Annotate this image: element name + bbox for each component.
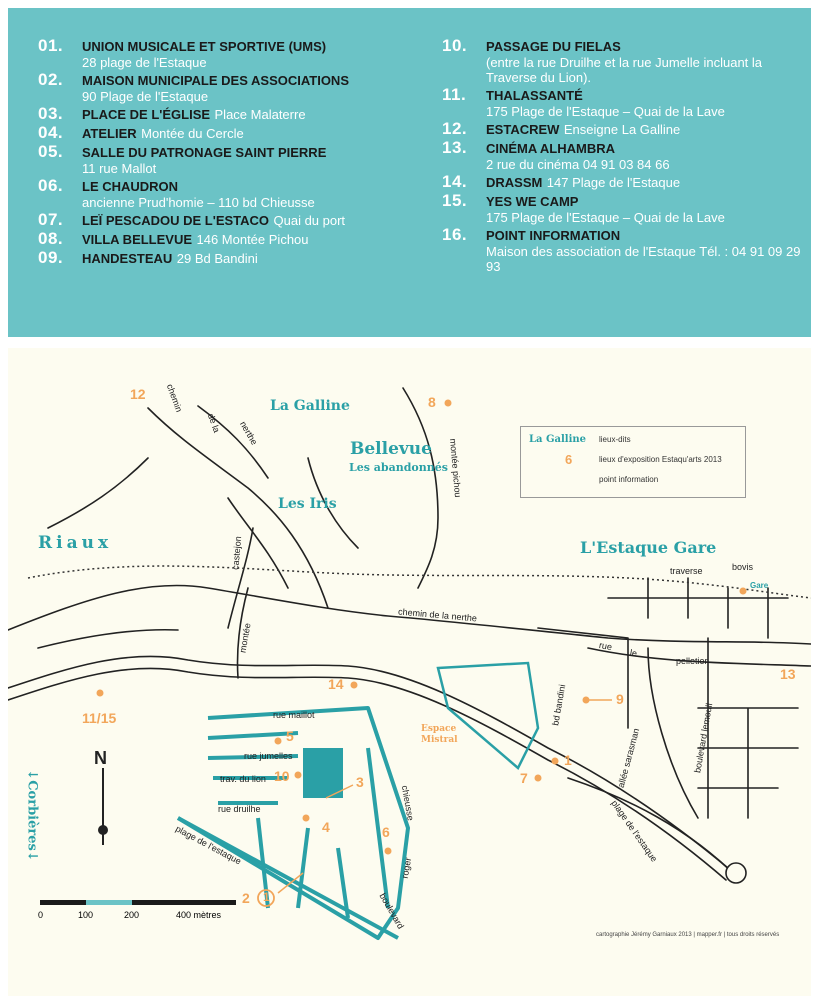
entry-heading [486, 38, 812, 55]
entry-number: 12. [442, 119, 468, 138]
marker-5: 5 [286, 728, 294, 744]
entry-number: 08. [38, 229, 64, 248]
street-plage-de-lestaque-east: plage de l'estaque [609, 798, 660, 864]
legend-panel [8, 8, 811, 337]
place-corbieres: ↓Corbières↓ [24, 769, 40, 862]
marker-14: 14 [328, 676, 344, 692]
entry-name: LEÏ PESCADOU DE L'ESTACO [82, 213, 270, 228]
place-les-iris: Les Iris [278, 496, 337, 512]
entry-number: 02. [38, 70, 64, 89]
entry-detail: Maison des association de l'Estaque Tél. : 04 91 09 29 93 [486, 244, 801, 274]
roundabout [726, 863, 746, 883]
street-trav-du-lion: trav. du lion [220, 774, 266, 784]
street-castejon: castejon [230, 535, 244, 571]
place-riaux: Riaux [38, 533, 113, 553]
legend-place-name: La Galline [529, 434, 587, 445]
entry-number: 06. [38, 176, 64, 195]
entry-number: 15. [442, 191, 468, 210]
marker-2: 2 [242, 890, 250, 906]
legend-place-desc: lieux-dits [599, 435, 631, 444]
entry-number: 04. [38, 123, 64, 142]
north-arrow-dot [98, 825, 108, 835]
legend-entry [38, 231, 438, 248]
entry-heading [486, 121, 812, 138]
entry-heading [82, 250, 438, 267]
entry-detail: 11 rue Mallot [82, 161, 157, 176]
entry-number: 09. [38, 248, 64, 267]
legend-entry [442, 227, 812, 274]
place-eglise [303, 748, 343, 798]
street-chemin: chemin [164, 382, 185, 414]
marker-dot-1 [552, 758, 559, 765]
scale-bar-seg-1 [40, 900, 86, 905]
scale-bar-seg-2 [86, 900, 132, 905]
entry-name: LE CHAUDRON [82, 179, 179, 194]
marker-dot-gare [740, 588, 747, 595]
street-bd-bandini: bd bandini [550, 683, 568, 727]
street-boulevard: boulevard [377, 891, 406, 931]
road-plage-est [568, 778, 738, 878]
street-montee-pichou: montée pichou [447, 438, 464, 498]
marker-dot-10 [295, 772, 302, 779]
entry-detail: 175 Plage de l'Estaque – Quai de la Lave [486, 210, 725, 225]
entry-detail: (entre la rue Druilhe et la rue Jumelle incluant la Traverse du Lion). [486, 55, 763, 85]
street-traverse: traverse [670, 566, 703, 576]
road-east-grid-2 [698, 708, 798, 818]
entry-address: 29 Bd Bandini [176, 251, 258, 266]
marker-16-info: 1 [263, 890, 270, 904]
map-legend [520, 426, 746, 498]
legend-entry [442, 121, 812, 138]
scale-label-0: 0 [38, 910, 44, 920]
street-boulevard-lemoull: boulevard lemoull [692, 702, 715, 774]
entry-name: YES WE CAMP [486, 194, 579, 209]
marker-3: 3 [356, 774, 364, 790]
place-mistral: Mistral [421, 735, 458, 745]
entry-number: 01. [38, 36, 64, 55]
marker-12: 12 [130, 386, 146, 402]
entry-name: VILLA BELLEVUE [82, 232, 193, 247]
legend-marker-desc: lieux d'exposition Estaqu'arts 2013 [599, 455, 722, 464]
entry-heading [82, 178, 438, 195]
entry-number: 13. [442, 138, 468, 157]
entry-address: Quai du port [273, 213, 346, 228]
marker-dot-4 [303, 815, 310, 822]
legend-entry [442, 140, 812, 172]
place-estaque-gare: L'Estaque Gare [580, 538, 717, 557]
scale-label-100: 100 [78, 910, 94, 920]
entry-detail: 90 Plage de l'Estaque [82, 89, 209, 104]
entry-detail: 2 rue du cinéma 04 91 03 84 66 [486, 157, 670, 172]
entry-name: PLACE DE L'ÉGLISE [82, 107, 211, 122]
marker-dot-11-15 [97, 690, 104, 697]
legend-entry [442, 193, 812, 225]
marker-10: 10 [274, 768, 290, 784]
street-rue-druilhe: rue druilhe [218, 804, 261, 814]
street-plage-de-lestaque-west: plage de l'estaque [173, 823, 243, 867]
marker-11-15: 11/15 [82, 710, 117, 726]
street-rue-maillot: rue maillot [273, 710, 315, 720]
entry-heading [82, 144, 438, 161]
road-sarasman [648, 648, 698, 818]
marker-dot-7 [535, 775, 542, 782]
marker-dot-14 [351, 682, 358, 689]
scale-label-200: 200 [124, 910, 140, 920]
entry-number: 14. [442, 172, 468, 191]
place-les-abandonnes: Les abandonnés [349, 461, 448, 474]
marker-9: 9 [616, 691, 624, 707]
entry-address: 146 Montée Pichou [196, 232, 309, 247]
place-la-galline: La Galline [270, 398, 350, 414]
road-west-1 [38, 630, 178, 648]
marker-8: 8 [428, 394, 436, 410]
entry-heading [82, 125, 438, 142]
legend-entry [38, 72, 438, 104]
north-label: N [94, 748, 107, 768]
map-credit: cartographie Jérémy Garniaux 2013 | mapper.fr | tous droits réservés [596, 932, 780, 938]
place-espace: Espace [421, 724, 457, 734]
entry-heading [486, 174, 812, 191]
place-gare: Gare [750, 581, 769, 590]
entry-name: MAISON MUNICIPALE DES ASSOCIATIONS [82, 73, 349, 88]
entry-heading [486, 227, 812, 244]
street-montee: montée [237, 622, 253, 654]
road-pichou [403, 388, 438, 588]
entry-address: Enseigne La Galline [563, 122, 681, 137]
street-rue: rue [598, 639, 613, 653]
entry-heading [486, 193, 812, 210]
marker-dot-6 [385, 848, 392, 855]
legend-entry [38, 212, 438, 229]
entry-heading [486, 87, 812, 104]
legend-entry [442, 38, 812, 85]
entry-detail: 175 Plage de l'Estaque – Quai de la Lave [486, 104, 725, 119]
street-nerthe: nerthe [238, 419, 260, 447]
entry-number: 16. [442, 225, 468, 244]
entry-name: ESTACREW [486, 122, 560, 137]
entry-name: POINT INFORMATION [486, 228, 621, 243]
legend-entry [38, 106, 438, 123]
old-town-plage [178, 818, 398, 938]
entry-name: UNION MUSICALE ET SPORTIVE (UMS) [82, 39, 327, 54]
entry-address: Montée du Cercle [141, 126, 244, 141]
street-rue-jumelles: rue jumelles [244, 751, 293, 761]
legend-entry [442, 174, 812, 191]
marker-dot-5 [275, 738, 282, 745]
street-roger: roger [399, 856, 414, 880]
legend-entry [38, 250, 438, 267]
entry-address: 147 Plage de l'Estaque [546, 175, 681, 190]
legend-entry [38, 178, 438, 210]
legend-entry [442, 87, 812, 119]
entry-heading [82, 106, 438, 123]
entry-address: Place Malaterre [214, 107, 306, 122]
road-galline-loop [48, 458, 148, 528]
legend-marker-sample: 6 [565, 452, 573, 467]
entry-name: ATELIER [82, 126, 137, 141]
entry-heading [82, 212, 438, 229]
entry-heading [82, 72, 438, 89]
entry-number: 07. [38, 210, 64, 229]
place-bellevue: Bellevue [350, 439, 432, 459]
entry-heading [82, 231, 438, 248]
entry-number: 11. [442, 85, 467, 104]
entry-heading [82, 38, 438, 55]
entry-detail: 28 plage de l'Estaque [82, 55, 207, 70]
legend-column-left [38, 38, 438, 269]
street-bovis: bovis [732, 562, 754, 572]
legend-column-right [442, 38, 812, 276]
marker-7: 7 [520, 770, 528, 786]
scale-bar-seg-3 [132, 900, 236, 905]
entry-name: PASSAGE DU FIELAS [486, 39, 621, 54]
street-pelletier: pelletier [676, 656, 708, 666]
street-le: le [629, 647, 638, 659]
marker-1: 1 [564, 752, 572, 768]
entry-name: HANDESTEAU [82, 251, 173, 266]
entry-name: CINÉMA ALHAMBRA [486, 141, 616, 156]
entry-number: 10. [442, 36, 468, 55]
entry-number: 03. [38, 104, 64, 123]
legend-info-desc: point information [599, 475, 659, 484]
legend-entry [38, 125, 438, 142]
legend-entry [38, 144, 438, 176]
scale-label-400: 400 mètres [176, 910, 222, 920]
map-panel [8, 348, 811, 996]
street-chemin-de-la-nerthe: chemin de la nerthe [397, 606, 478, 624]
marker-4: 4 [322, 819, 330, 835]
entry-name: THALASSANTÉ [486, 88, 583, 103]
entry-detail: ancienne Prud'homie – 110 bd Chieusse [82, 195, 315, 210]
marker-6: 6 [382, 824, 390, 840]
marker-dot-8 [445, 400, 452, 407]
marker-13: 13 [780, 666, 796, 682]
entry-name: SALLE DU PATRONAGE SAINT PIERRE [82, 145, 327, 160]
legend-entry [38, 38, 438, 70]
entry-number: 05. [38, 142, 64, 161]
entry-name: DRASSM [486, 175, 543, 190]
entry-heading [486, 140, 812, 157]
street-de-la: de la [205, 412, 222, 434]
street-allee-sarasman: allée sarasman [615, 727, 642, 789]
street-chieusse: chieusse [399, 784, 416, 822]
